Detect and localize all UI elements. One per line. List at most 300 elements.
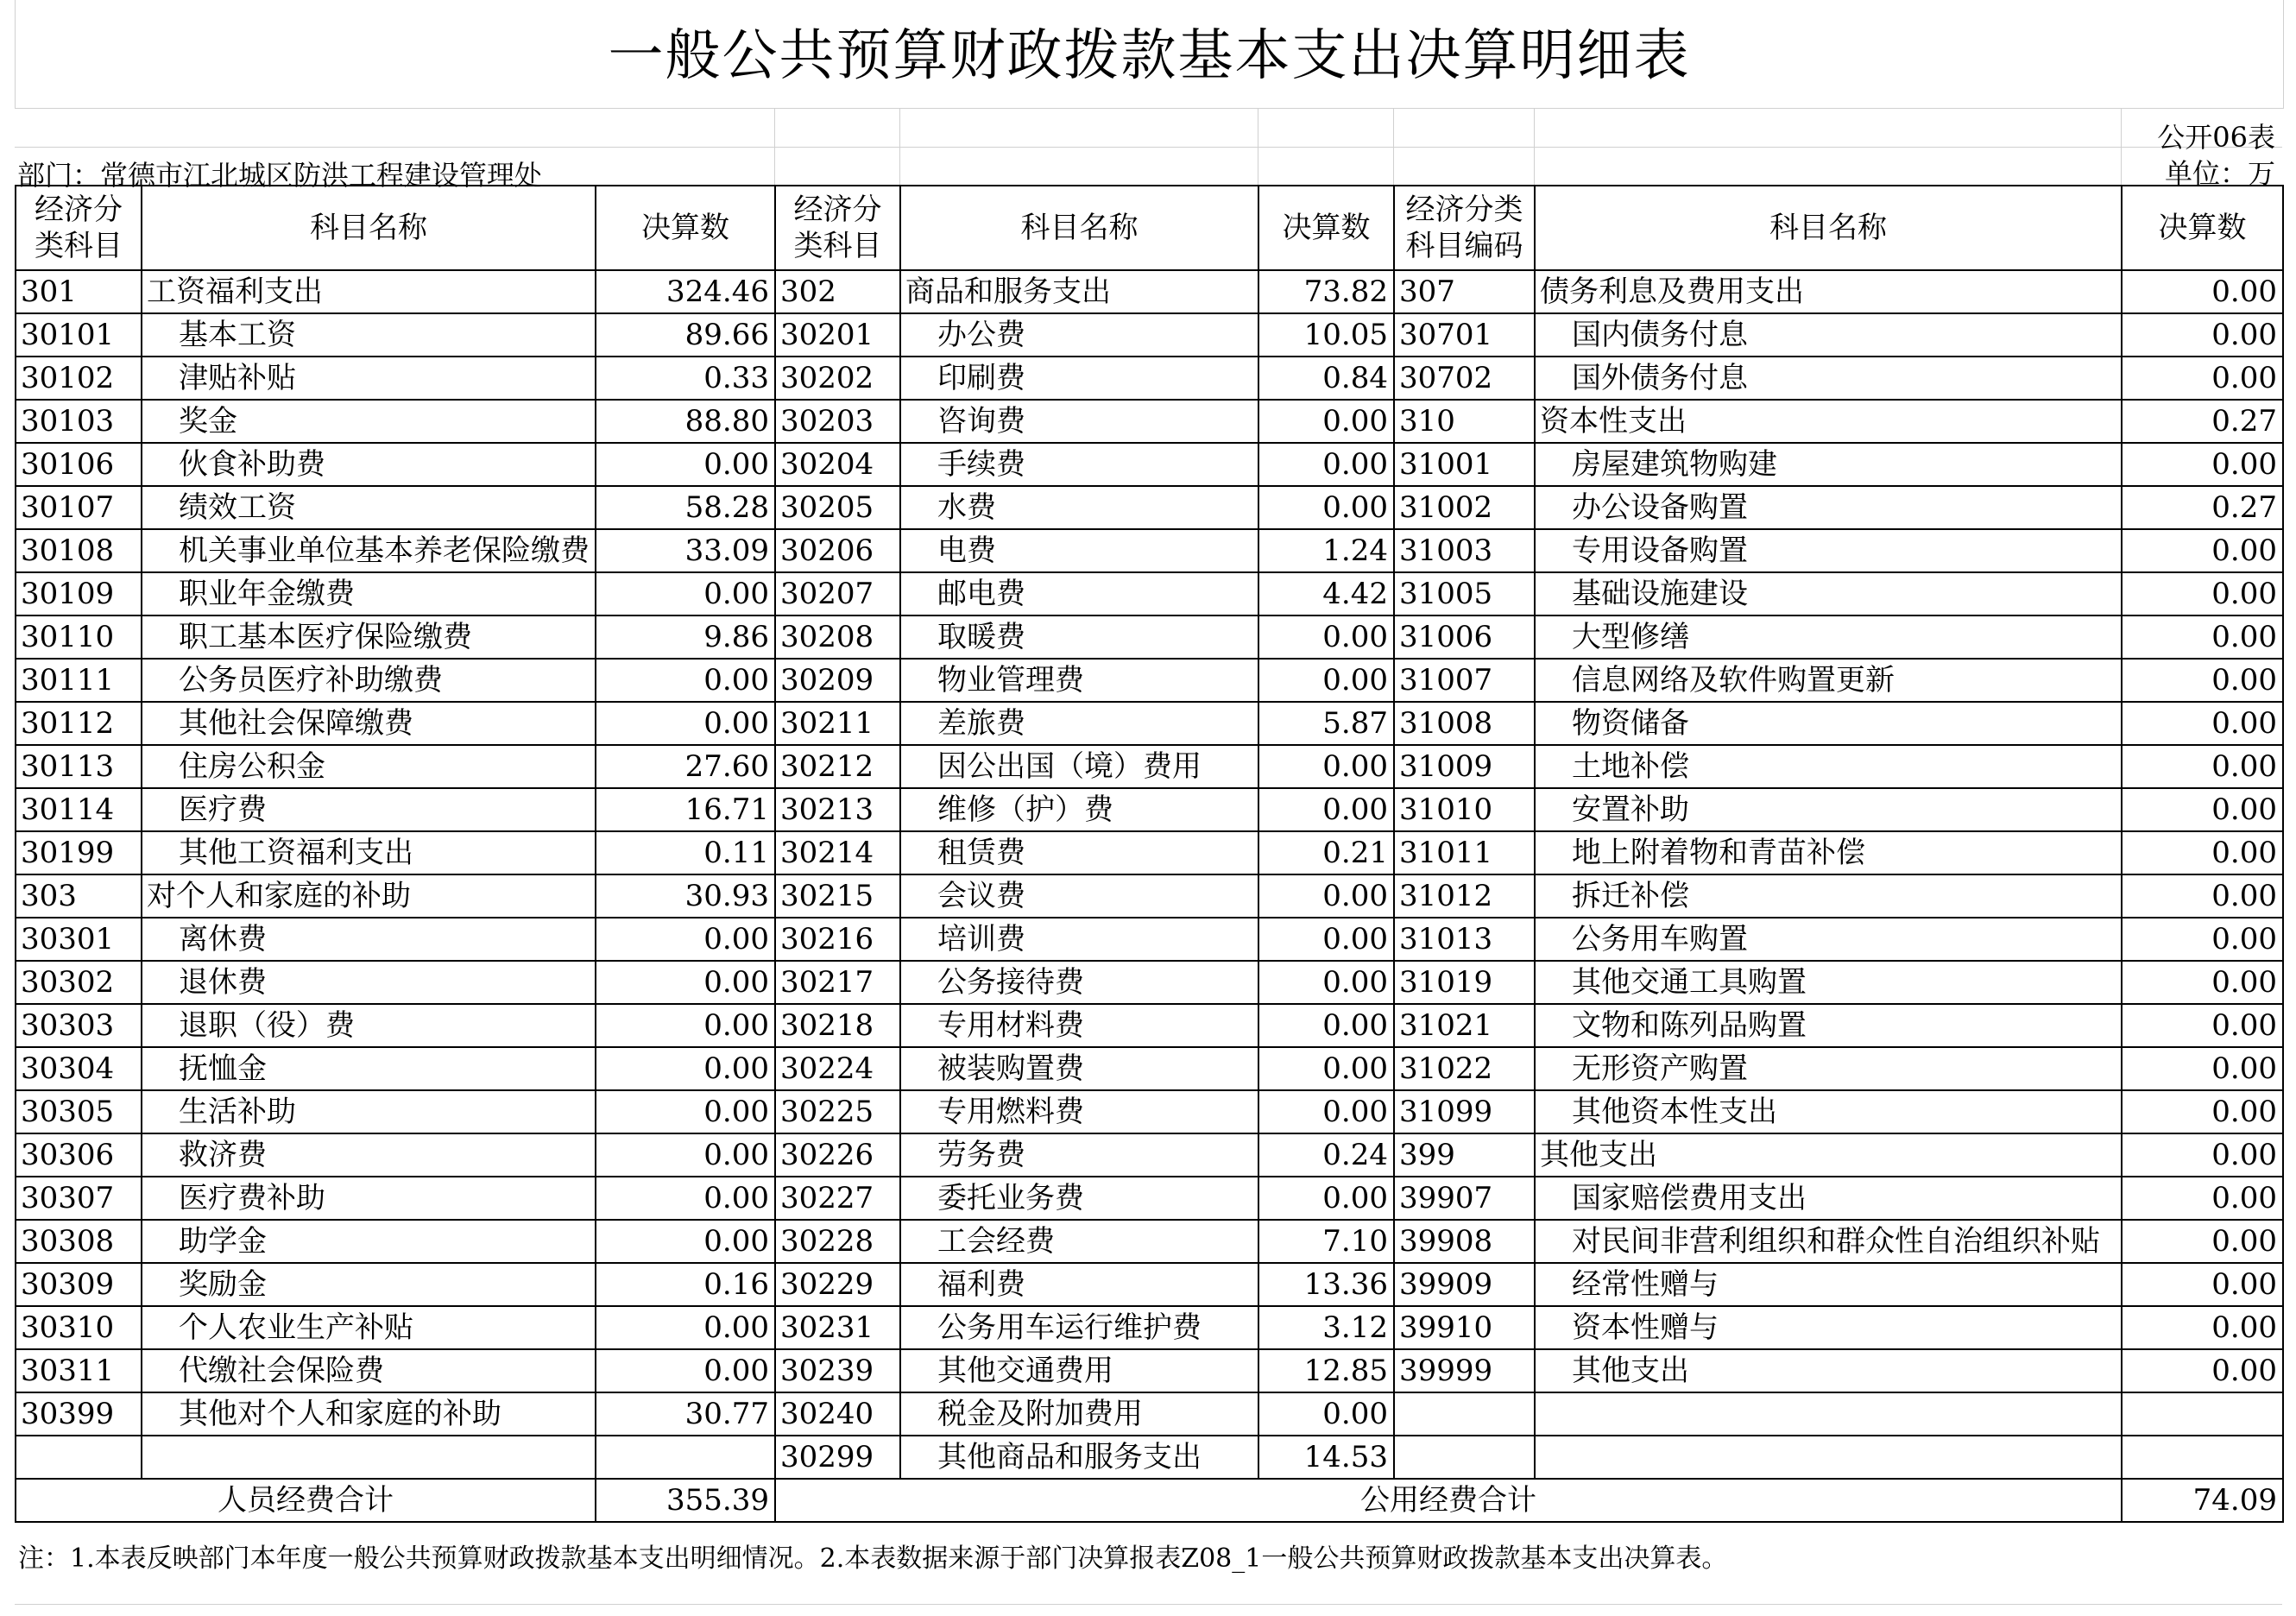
- subject-name-cell: 公务接待费: [900, 961, 1258, 1004]
- table-row: [16, 313, 2283, 357]
- subject-name-cell: 其他对个人和家庭的补助: [142, 1392, 596, 1436]
- amount-cell: [2122, 1436, 2283, 1479]
- amount-cell: 0.27: [2122, 400, 2283, 443]
- econ-code-cell: 30208: [775, 615, 900, 659]
- amount-cell: 0.00: [1258, 961, 1394, 1004]
- grid-line: [15, 147, 2282, 148]
- subject-name-cell: [1535, 1392, 2122, 1436]
- amount-cell: 0.00: [1258, 659, 1394, 702]
- amount-cell: 0.00: [596, 1177, 775, 1220]
- subject-name-cell: 资本性赠与: [1535, 1306, 2122, 1349]
- table-row: [16, 1349, 2283, 1392]
- amount-cell: 0.00: [2122, 270, 2283, 313]
- table-row: [16, 1133, 2283, 1177]
- econ-code-cell: 30702: [1394, 357, 1535, 400]
- amount-cell: 0.00: [596, 1349, 775, 1392]
- amount-cell: 0.21: [1258, 831, 1394, 874]
- amount-cell: 0.00: [2122, 1306, 2283, 1349]
- amount-cell: 5.87: [1258, 702, 1394, 745]
- econ-code-cell: 30110: [16, 615, 142, 659]
- amount-cell: 0.00: [596, 659, 775, 702]
- subject-name-cell: 基本工资: [142, 313, 596, 357]
- econ-code-cell: 30201: [775, 313, 900, 357]
- econ-code-cell: 30209: [775, 659, 900, 702]
- amount-cell: 0.00: [2122, 357, 2283, 400]
- amount-cell: 33.09: [596, 529, 775, 572]
- unit-label: 单位：万: [2164, 157, 2275, 190]
- header-amount-3: 决算数: [2122, 186, 2283, 270]
- subject-name-cell: 其他社会保障缴费: [142, 702, 596, 745]
- amount-cell: 0.00: [596, 961, 775, 1004]
- amount-cell: 0.00: [1258, 1004, 1394, 1047]
- econ-code-cell: 39908: [1394, 1220, 1535, 1263]
- econ-code-cell: 30102: [16, 357, 142, 400]
- econ-code-cell: 31008: [1394, 702, 1535, 745]
- amount-cell: 0.00: [1258, 486, 1394, 529]
- econ-code-cell: 30229: [775, 1263, 900, 1306]
- grid-line: [2121, 108, 2122, 186]
- econ-code-cell: 30301: [16, 918, 142, 961]
- econ-code-cell: 310: [1394, 400, 1535, 443]
- econ-code-cell: 31022: [1394, 1047, 1535, 1090]
- subject-name-cell: 住房公积金: [142, 745, 596, 788]
- econ-code-cell: 30239: [775, 1349, 900, 1392]
- amount-cell: 0.00: [596, 1047, 775, 1090]
- amount-cell: 0.00: [2122, 702, 2283, 745]
- amount-cell: 9.86: [596, 615, 775, 659]
- subject-name-cell: 职业年金缴费: [142, 572, 596, 615]
- econ-code-cell: 30217: [775, 961, 900, 1004]
- econ-code-cell: 31013: [1394, 918, 1535, 961]
- econ-code-cell: [16, 1436, 142, 1479]
- econ-code-cell: 30302: [16, 961, 142, 1004]
- amount-cell: 27.60: [596, 745, 775, 788]
- subject-name-cell: 培训费: [900, 918, 1258, 961]
- amount-cell: 0.00: [2122, 1004, 2283, 1047]
- subject-name-cell: 拆迁补偿: [1535, 874, 2122, 918]
- econ-code-cell: 30303: [16, 1004, 142, 1047]
- subject-name-cell: 其他商品和服务支出: [900, 1436, 1258, 1479]
- subject-name-cell: 大型修缮: [1535, 615, 2122, 659]
- subject-name-cell: 电费: [900, 529, 1258, 572]
- amount-cell: 0.00: [596, 702, 775, 745]
- subject-name-cell: 抚恤金: [142, 1047, 596, 1090]
- subject-name-cell: 国外债务付息: [1535, 357, 2122, 400]
- subject-name-cell: 维修（护）费: [900, 788, 1258, 831]
- amount-cell: 0.00: [1258, 874, 1394, 918]
- econ-code-cell: 39999: [1394, 1349, 1535, 1392]
- econ-code-cell: 303: [16, 874, 142, 918]
- econ-code-cell: 30108: [16, 529, 142, 572]
- econ-code-cell: 31003: [1394, 529, 1535, 572]
- amount-cell: 0.00: [1258, 443, 1394, 486]
- subject-name-cell: 土地补偿: [1535, 745, 2122, 788]
- amount-cell: 0.00: [2122, 572, 2283, 615]
- subject-name-cell: 对个人和家庭的补助: [142, 874, 596, 918]
- header-amount-2: 决算数: [1258, 186, 1394, 270]
- econ-code-cell: 30226: [775, 1133, 900, 1177]
- amount-cell: 0.00: [1258, 615, 1394, 659]
- econ-code-cell: 30227: [775, 1177, 900, 1220]
- amount-cell: 89.66: [596, 313, 775, 357]
- amount-cell: 4.42: [1258, 572, 1394, 615]
- amount-cell: 0.00: [1258, 788, 1394, 831]
- econ-code-cell: 30216: [775, 918, 900, 961]
- econ-code-cell: 31002: [1394, 486, 1535, 529]
- grid-line: [774, 108, 775, 186]
- econ-code-cell: 399: [1394, 1133, 1535, 1177]
- subject-name-cell: 资本性支出: [1535, 400, 2122, 443]
- public-total-value: 74.09: [2122, 1479, 2283, 1522]
- subject-name-cell: 文物和陈列品购置: [1535, 1004, 2122, 1047]
- subject-name-cell: 国内债务付息: [1535, 313, 2122, 357]
- subject-name-cell: 津贴补贴: [142, 357, 596, 400]
- table-row: [16, 1306, 2283, 1349]
- header-econ-code-1: 经济分 类科目: [16, 186, 142, 270]
- amount-cell: 324.46: [596, 270, 775, 313]
- grid-line: [1393, 108, 1394, 186]
- subject-name-cell: 公务员医疗补助缴费: [142, 659, 596, 702]
- subject-name-cell: 奖励金: [142, 1263, 596, 1306]
- amount-cell: 0.00: [2122, 961, 2283, 1004]
- amount-cell: 0.00: [596, 1306, 775, 1349]
- header-subject-name-3: 科目名称: [1535, 186, 2122, 270]
- econ-code-cell: 30305: [16, 1090, 142, 1133]
- table-row: [16, 486, 2283, 529]
- amount-cell: 0.33: [596, 357, 775, 400]
- amount-cell: 0.00: [2122, 529, 2283, 572]
- table-row: [16, 659, 2283, 702]
- table-row: [16, 874, 2283, 918]
- expenditure-table: [15, 185, 2284, 1523]
- table-row: [16, 1004, 2283, 1047]
- econ-code-cell: 30218: [775, 1004, 900, 1047]
- econ-code-cell: 31010: [1394, 788, 1535, 831]
- amount-cell: 16.71: [596, 788, 775, 831]
- amount-cell: [2122, 1392, 2283, 1436]
- econ-code-cell: 30111: [16, 659, 142, 702]
- table-row: [16, 918, 2283, 961]
- econ-code-cell: 30310: [16, 1306, 142, 1349]
- amount-cell: 0.00: [1258, 1392, 1394, 1436]
- subject-name-cell: 印刷费: [900, 357, 1258, 400]
- subject-name-cell: 救济费: [142, 1133, 596, 1177]
- amount-cell: 0.00: [596, 918, 775, 961]
- subject-name-cell: 专用燃料费: [900, 1090, 1258, 1133]
- grid-line: [15, 1604, 2282, 1605]
- personnel-total-label: 人员经费合计: [16, 1479, 596, 1522]
- amount-cell: 0.00: [2122, 1220, 2283, 1263]
- header-subject-name-1: 科目名称: [142, 186, 596, 270]
- econ-code-cell: 30206: [775, 529, 900, 572]
- table-row: [16, 1392, 2283, 1436]
- amount-cell: 0.00: [596, 1004, 775, 1047]
- amount-cell: 3.12: [1258, 1306, 1394, 1349]
- subject-name-cell: [142, 1436, 596, 1479]
- econ-code-cell: 301: [16, 270, 142, 313]
- header-subject-name-2: 科目名称: [900, 186, 1258, 270]
- subject-name-cell: 其他资本性支出: [1535, 1090, 2122, 1133]
- econ-code-cell: 31021: [1394, 1004, 1535, 1047]
- subject-name-cell: 机关事业单位基本养老保险缴费: [142, 529, 596, 572]
- subject-name-cell: 债务利息及费用支出: [1535, 270, 2122, 313]
- amount-cell: 0.00: [596, 1133, 775, 1177]
- econ-code-cell: 30202: [775, 357, 900, 400]
- subject-name-cell: 代缴社会保险费: [142, 1349, 596, 1392]
- subject-name-cell: 对民间非营利组织和群众性自治组织补贴: [1535, 1220, 2122, 1263]
- amount-cell: 0.27: [2122, 486, 2283, 529]
- subject-name-cell: 信息网络及软件购置更新: [1535, 659, 2122, 702]
- amount-cell: 73.82: [1258, 270, 1394, 313]
- subject-name-cell: 专用材料费: [900, 1004, 1258, 1047]
- subject-name-cell: 医疗费补助: [142, 1177, 596, 1220]
- subject-name-cell: 安置补助: [1535, 788, 2122, 831]
- econ-code-cell: 30231: [775, 1306, 900, 1349]
- subject-name-cell: 委托业务费: [900, 1177, 1258, 1220]
- econ-code-cell: 30112: [16, 702, 142, 745]
- table-row: [16, 1436, 2283, 1479]
- table-row: [16, 831, 2283, 874]
- amount-cell: 0.00: [2122, 1349, 2283, 1392]
- amount-cell: 0.00: [2122, 918, 2283, 961]
- totals-row: [16, 1479, 2283, 1522]
- subject-name-cell: 房屋建筑物购建: [1535, 443, 2122, 486]
- subject-name-cell: 咨询费: [900, 400, 1258, 443]
- public-total-label: 公用经费合计: [775, 1479, 2122, 1522]
- econ-code-cell: 30311: [16, 1349, 142, 1392]
- subject-name-cell: 会议费: [900, 874, 1258, 918]
- footnote: 注：1.本表反映部门本年度一般公共预算财政拨款基本支出明细情况。2.本表数据来源于部门决算报表Z08_1一般公共预算财政拨款基本支出决算表。: [18, 1543, 1728, 1574]
- subject-name-cell: 办公费: [900, 313, 1258, 357]
- subject-name-cell: 工资福利支出: [142, 270, 596, 313]
- econ-code-cell: 30114: [16, 788, 142, 831]
- econ-code-cell: 30307: [16, 1177, 142, 1220]
- table-row: [16, 443, 2283, 486]
- econ-code-cell: 30309: [16, 1263, 142, 1306]
- econ-code-cell: 30306: [16, 1133, 142, 1177]
- subject-name-cell: 因公出国（境）费用: [900, 745, 1258, 788]
- econ-code-cell: 39907: [1394, 1177, 1535, 1220]
- table-header-row: [16, 186, 2283, 270]
- econ-code-cell: 31009: [1394, 745, 1535, 788]
- amount-cell: 0.00: [596, 1220, 775, 1263]
- econ-code-cell: [1394, 1436, 1535, 1479]
- amount-cell: 0.00: [1258, 1177, 1394, 1220]
- amount-cell: 0.00: [1258, 918, 1394, 961]
- amount-cell: 0.00: [2122, 788, 2283, 831]
- department-label: 部门：常德市江北城区防洪工程建设管理处: [17, 159, 543, 192]
- subject-name-cell: 基础设施建设: [1535, 572, 2122, 615]
- econ-code-cell: 31011: [1394, 831, 1535, 874]
- econ-code-cell: 31005: [1394, 572, 1535, 615]
- subject-name-cell: 其他支出: [1535, 1133, 2122, 1177]
- subject-name-cell: 福利费: [900, 1263, 1258, 1306]
- amount-cell: 0.00: [2122, 659, 2283, 702]
- amount-cell: 0.24: [1258, 1133, 1394, 1177]
- subject-name-cell: 其他支出: [1535, 1349, 2122, 1392]
- econ-code-cell: 30215: [775, 874, 900, 918]
- amount-cell: 0.00: [1258, 1090, 1394, 1133]
- subject-name-cell: 无形资产购置: [1535, 1047, 2122, 1090]
- econ-code-cell: 39910: [1394, 1306, 1535, 1349]
- header-econ-code-2: 经济分 类科目: [775, 186, 900, 270]
- subject-name-cell: 助学金: [142, 1220, 596, 1263]
- econ-code-cell: 30214: [775, 831, 900, 874]
- econ-code-cell: 30205: [775, 486, 900, 529]
- econ-code-cell: 30106: [16, 443, 142, 486]
- subject-name-cell: [1535, 1436, 2122, 1479]
- amount-cell: 0.11: [596, 831, 775, 874]
- grid-line: [899, 108, 900, 186]
- econ-code-cell: 30203: [775, 400, 900, 443]
- subject-name-cell: 职工基本医疗保险缴费: [142, 615, 596, 659]
- amount-cell: 0.00: [2122, 1090, 2283, 1133]
- subject-name-cell: 其他交通工具购置: [1535, 961, 2122, 1004]
- subject-name-cell: 取暖费: [900, 615, 1258, 659]
- subject-name-cell: 公务用车购置: [1535, 918, 2122, 961]
- amount-cell: [596, 1436, 775, 1479]
- subject-name-cell: 公务用车运行维护费: [900, 1306, 1258, 1349]
- subject-name-cell: 物业管理费: [900, 659, 1258, 702]
- table-row: [16, 788, 2283, 831]
- amount-cell: 0.00: [596, 572, 775, 615]
- amount-cell: 0.84: [1258, 357, 1394, 400]
- table-row: [16, 1047, 2283, 1090]
- header-amount-1: 决算数: [596, 186, 775, 270]
- subject-name-cell: 离休费: [142, 918, 596, 961]
- table-row: [16, 572, 2283, 615]
- subject-name-cell: 水费: [900, 486, 1258, 529]
- econ-code-cell: 31099: [1394, 1090, 1535, 1133]
- form-number: 公开06表: [2157, 121, 2275, 154]
- table-row: [16, 357, 2283, 400]
- econ-code-cell: 31012: [1394, 874, 1535, 918]
- amount-cell: 7.10: [1258, 1220, 1394, 1263]
- subject-name-cell: 工会经费: [900, 1220, 1258, 1263]
- econ-code-cell: 30304: [16, 1047, 142, 1090]
- amount-cell: 0.00: [2122, 1263, 2283, 1306]
- amount-cell: 0.00: [2122, 313, 2283, 357]
- amount-cell: 0.00: [1258, 1047, 1394, 1090]
- econ-code-cell: 30199: [16, 831, 142, 874]
- econ-code-cell: 30101: [16, 313, 142, 357]
- subject-name-cell: 个人农业生产补贴: [142, 1306, 596, 1349]
- amount-cell: 58.28: [596, 486, 775, 529]
- table-row: [16, 702, 2283, 745]
- econ-code-cell: 31001: [1394, 443, 1535, 486]
- subject-name-cell: 手续费: [900, 443, 1258, 486]
- subject-name-cell: 被装购置费: [900, 1047, 1258, 1090]
- amount-cell: 0.00: [2122, 443, 2283, 486]
- econ-code-cell: 30701: [1394, 313, 1535, 357]
- amount-cell: 0.00: [1258, 745, 1394, 788]
- econ-code-cell: 30204: [775, 443, 900, 486]
- amount-cell: 0.00: [2122, 1133, 2283, 1177]
- subject-name-cell: 租赁费: [900, 831, 1258, 874]
- amount-cell: 0.00: [2122, 874, 2283, 918]
- subject-name-cell: 其他交通费用: [900, 1349, 1258, 1392]
- subject-name-cell: 伙食补助费: [142, 443, 596, 486]
- econ-code-cell: 39909: [1394, 1263, 1535, 1306]
- econ-code-cell: [1394, 1392, 1535, 1436]
- amount-cell: 88.80: [596, 400, 775, 443]
- table-row: [16, 1090, 2283, 1133]
- econ-code-cell: 30299: [775, 1436, 900, 1479]
- econ-code-cell: 30399: [16, 1392, 142, 1436]
- report-title: 一般公共预算财政拨款基本支出决算明细表: [15, 0, 2284, 109]
- subject-name-cell: 其他工资福利支出: [142, 831, 596, 874]
- econ-code-cell: 30240: [775, 1392, 900, 1436]
- subject-name-cell: 劳务费: [900, 1133, 1258, 1177]
- econ-code-cell: 30228: [775, 1220, 900, 1263]
- amount-cell: 30.77: [596, 1392, 775, 1436]
- subject-name-cell: 商品和服务支出: [900, 270, 1258, 313]
- econ-code-cell: 30213: [775, 788, 900, 831]
- table-row: [16, 745, 2283, 788]
- table-row: [16, 400, 2283, 443]
- table-row: [16, 1263, 2283, 1306]
- econ-code-cell: 30107: [16, 486, 142, 529]
- table-row: [16, 961, 2283, 1004]
- amount-cell: 14.53: [1258, 1436, 1394, 1479]
- amount-cell: 12.85: [1258, 1349, 1394, 1392]
- subject-name-cell: 办公设备购置: [1535, 486, 2122, 529]
- amount-cell: 0.00: [2122, 1047, 2283, 1090]
- econ-code-cell: 30207: [775, 572, 900, 615]
- subject-name-cell: 国家赔偿费用支出: [1535, 1177, 2122, 1220]
- econ-code-cell: 31006: [1394, 615, 1535, 659]
- subject-name-cell: 医疗费: [142, 788, 596, 831]
- subject-name-cell: 奖金: [142, 400, 596, 443]
- econ-code-cell: 302: [775, 270, 900, 313]
- subject-name-cell: 差旅费: [900, 702, 1258, 745]
- table-row: [16, 529, 2283, 572]
- econ-code-cell: 30109: [16, 572, 142, 615]
- header-econ-code-3: 经济分类 科目编码: [1394, 186, 1535, 270]
- subject-name-cell: 退休费: [142, 961, 596, 1004]
- table-row: [16, 270, 2283, 313]
- econ-code-cell: 31019: [1394, 961, 1535, 1004]
- spreadsheet-sheet: [15, 0, 2282, 1616]
- econ-code-cell: 30113: [16, 745, 142, 788]
- subject-name-cell: 专用设备购置: [1535, 529, 2122, 572]
- subject-name-cell: 绩效工资: [142, 486, 596, 529]
- subject-name-cell: 经常性赠与: [1535, 1263, 2122, 1306]
- grid-line: [1534, 108, 1535, 186]
- econ-code-cell: 30103: [16, 400, 142, 443]
- subject-name-cell: 生活补助: [142, 1090, 596, 1133]
- amount-cell: 0.00: [2122, 745, 2283, 788]
- econ-code-cell: 30225: [775, 1090, 900, 1133]
- amount-cell: 13.36: [1258, 1263, 1394, 1306]
- subject-name-cell: 退职（役）费: [142, 1004, 596, 1047]
- amount-cell: 0.00: [2122, 1177, 2283, 1220]
- table-row: [16, 615, 2283, 659]
- amount-cell: 0.00: [1258, 400, 1394, 443]
- econ-code-cell: 307: [1394, 270, 1535, 313]
- amount-cell: 0.00: [596, 1090, 775, 1133]
- table-row: [16, 1177, 2283, 1220]
- amount-cell: 0.00: [2122, 831, 2283, 874]
- econ-code-cell: 30211: [775, 702, 900, 745]
- table-row: [16, 1220, 2283, 1263]
- econ-code-cell: 30224: [775, 1047, 900, 1090]
- subject-name-cell: 税金及附加费用: [900, 1392, 1258, 1436]
- subject-name-cell: 邮电费: [900, 572, 1258, 615]
- personnel-total-value: 355.39: [596, 1479, 775, 1522]
- amount-cell: 1.24: [1258, 529, 1394, 572]
- subject-name-cell: 物资储备: [1535, 702, 2122, 745]
